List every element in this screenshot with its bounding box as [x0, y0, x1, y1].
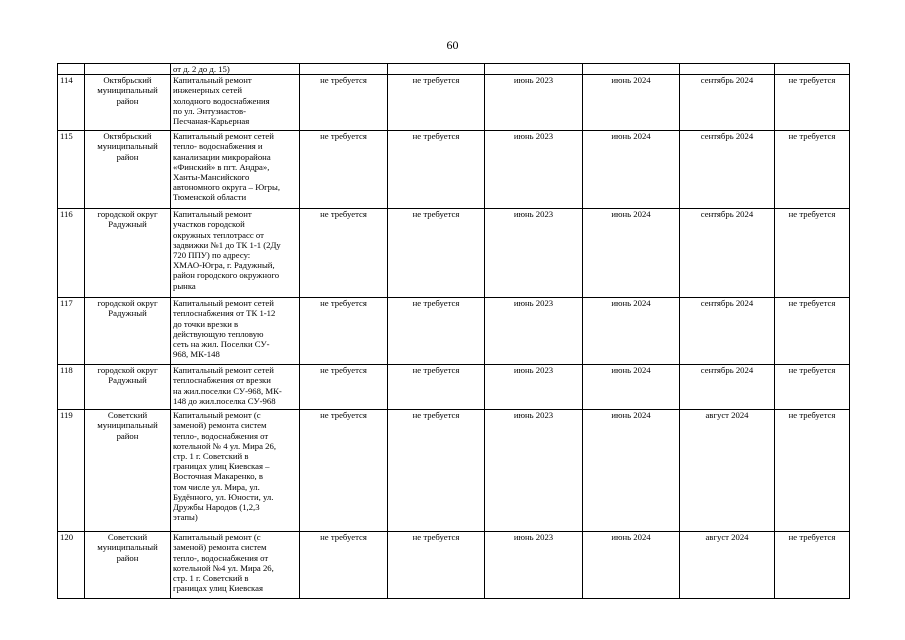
description-line: стр. 1 г. Советский в [173, 573, 249, 584]
cell-col5: не требуется [388, 532, 485, 599]
table-row [58, 365, 850, 410]
cell-col7: июнь 2024 [583, 532, 680, 599]
description-line: Тюменской области [173, 192, 247, 203]
cell-col6: июнь 2023 [485, 365, 583, 410]
cell-col8 [680, 64, 775, 75]
cell-col9: не требуется [775, 131, 850, 209]
description-line: 148 до жил.поселка СУ-968 [173, 395, 276, 406]
description-line: этапы) [173, 512, 198, 523]
cell-col9: не требуется [775, 298, 850, 365]
cell-col8: август 2024 [680, 410, 775, 532]
cell-municipality: городской округ Радужный [85, 209, 171, 298]
cell-description [171, 64, 300, 75]
cell-col8: сентябрь 2024 [680, 365, 775, 410]
cell-municipality: Советский муниципальный район [85, 410, 171, 532]
description-line: том числе ул. Мира, ул. [173, 481, 260, 492]
cell-col9 [775, 64, 850, 75]
cell-description [171, 131, 300, 209]
cell-col9: не требуется [775, 532, 850, 599]
description-line: автономного округа – Югры, [173, 182, 281, 193]
table-row [58, 209, 850, 298]
description-line: 968, МК-148 [173, 349, 220, 360]
description-line: Восточная Макаренко, в [173, 471, 263, 482]
description-line: участков городской [173, 219, 245, 230]
description-line: границах улиц Киевская [173, 583, 263, 594]
schedule-table [57, 63, 850, 599]
cell-col9: не требуется [775, 410, 850, 532]
cell-municipality: городской округ Радужный [85, 365, 171, 410]
table-row [58, 298, 850, 365]
cell-col4: не требуется [300, 298, 388, 365]
cell-municipality: Октябрьский муниципальный район [85, 75, 171, 131]
cell-col9: не требуется [775, 365, 850, 410]
cell-description [171, 298, 300, 365]
description-line: Капитальный ремонт сетей [173, 365, 274, 376]
cell-col5: не требуется [388, 365, 485, 410]
table-body [58, 64, 850, 599]
cell-col6: июнь 2023 [485, 75, 583, 131]
cell-col7: июнь 2024 [583, 131, 680, 209]
cell-col6: июнь 2023 [485, 209, 583, 298]
cell-col8: август 2024 [680, 532, 775, 599]
description-line: Песчаная-Карьерная [173, 116, 250, 127]
description-line: канализации микрорайона [173, 151, 271, 162]
cell-col4: не требуется [300, 131, 388, 209]
description-line: Ханты-Мансийского [173, 172, 250, 183]
description-line: Капитальный ремонт сетей [173, 298, 274, 309]
cell-num: 114 [58, 75, 85, 131]
cell-col5: не требуется [388, 131, 485, 209]
description-line: до точки врезки в [173, 318, 239, 329]
cell-col5: не требуется [388, 298, 485, 365]
description-line: котельной № 4 ул. Мира 26, [173, 440, 276, 451]
table-row [58, 75, 850, 131]
description-line: окружных теплотрасс от [173, 229, 264, 240]
description-line: теплоснабжения от врезки [173, 375, 271, 386]
description-line: заменой) ремонта систем [173, 420, 267, 431]
description-line: сеть на жил. Поселки СУ- [173, 339, 270, 350]
cell-num [58, 64, 85, 75]
cell-municipality [85, 64, 171, 75]
cell-col6: июнь 2023 [485, 131, 583, 209]
description-line: Капитальный ремонт [173, 209, 252, 220]
description-line: стр. 1 г. Советский в [173, 451, 249, 462]
description-line: «Финский» в пгт. Андра», [173, 161, 270, 172]
cell-col4: не требуется [300, 75, 388, 131]
description-line: рынка [173, 280, 196, 291]
cell-num: 120 [58, 532, 85, 599]
description-line: по ул. Энтузиастов- [173, 105, 247, 116]
description-line: на жил.поселки СУ-968, МК- [173, 385, 282, 396]
cell-description [171, 410, 300, 532]
cell-col4 [300, 64, 388, 75]
description-line: задвижки №1 до ТК 1-1 (2Ду [173, 239, 281, 250]
cell-col7 [583, 64, 680, 75]
description-line: котельной №4 ул. Мира 26, [173, 562, 274, 573]
cell-col5 [388, 64, 485, 75]
cell-num: 118 [58, 365, 85, 410]
cell-col7: июнь 2024 [583, 365, 680, 410]
description-line: инженерных сетей [173, 85, 243, 96]
cell-description [171, 365, 300, 410]
cell-num: 116 [58, 209, 85, 298]
table-row-continuation [58, 64, 850, 75]
cell-municipality: Октябрьский муниципальный район [85, 131, 171, 209]
table-row [58, 131, 850, 209]
cell-description [171, 209, 300, 298]
cell-col8: сентябрь 2024 [680, 131, 775, 209]
description-line: от д. 2 до д. 15) [173, 64, 230, 74]
description-line: Будённого, ул. Юности, ул. [173, 491, 274, 502]
cell-col4: не требуется [300, 365, 388, 410]
cell-num: 119 [58, 410, 85, 532]
description-line: тепло- водоснабжения и [173, 141, 263, 152]
cell-col8: сентябрь 2024 [680, 298, 775, 365]
description-line: теплоснабжения от ТК 1-12 [173, 308, 276, 319]
cell-col4: не требуется [300, 410, 388, 532]
cell-description [171, 532, 300, 599]
cell-col4: не требуется [300, 209, 388, 298]
cell-col7: июнь 2024 [583, 209, 680, 298]
cell-col6: июнь 2023 [485, 298, 583, 365]
description-line: холодного водоснабжения [173, 95, 270, 106]
description-line: тепло-, водоснабжения от [173, 430, 269, 441]
cell-col7: июнь 2024 [583, 298, 680, 365]
cell-col7: июнь 2024 [583, 75, 680, 131]
table-row [58, 532, 850, 599]
cell-col6 [485, 64, 583, 75]
cell-num: 117 [58, 298, 85, 365]
description-line: границах улиц Киевская – [173, 461, 270, 472]
table-row [58, 410, 850, 532]
page-number: 60 [446, 38, 459, 52]
description-line: тепло-, водоснабжения от [173, 552, 269, 563]
cell-col8: сентябрь 2024 [680, 75, 775, 131]
cell-col5: не требуется [388, 75, 485, 131]
cell-col9: не требуется [775, 75, 850, 131]
cell-num: 115 [58, 131, 85, 209]
cell-col4: не требуется [300, 532, 388, 599]
description-line: Капитальный ремонт сетей [173, 131, 274, 142]
description-line: Дружбы Народов (1,2,3 [173, 502, 260, 513]
description-line: район городского окружного [173, 270, 280, 281]
description-line: Капитальный ремонт (с [173, 410, 261, 421]
cell-col8: сентябрь 2024 [680, 209, 775, 298]
description-line: 720 ППУ) по адресу: [173, 250, 251, 261]
cell-col7: июнь 2024 [583, 410, 680, 532]
description-line: Капитальный ремонт (с [173, 532, 261, 543]
description-line: действующую тепловую [173, 328, 264, 339]
description-line: ХМАО-Югра, г. Радужный, [173, 260, 275, 271]
cell-description [171, 75, 300, 131]
cell-col5: не требуется [388, 410, 485, 532]
cell-col9: не требуется [775, 209, 850, 298]
description-line: Капитальный ремонт [173, 75, 252, 86]
cell-municipality: Советский муниципальный район [85, 532, 171, 599]
cell-municipality: городской округ Радужный [85, 298, 171, 365]
cell-col6: июнь 2023 [485, 532, 583, 599]
description-line: заменой) ремонта систем [173, 542, 267, 553]
cell-col6: июнь 2023 [485, 410, 583, 532]
cell-col5: не требуется [388, 209, 485, 298]
